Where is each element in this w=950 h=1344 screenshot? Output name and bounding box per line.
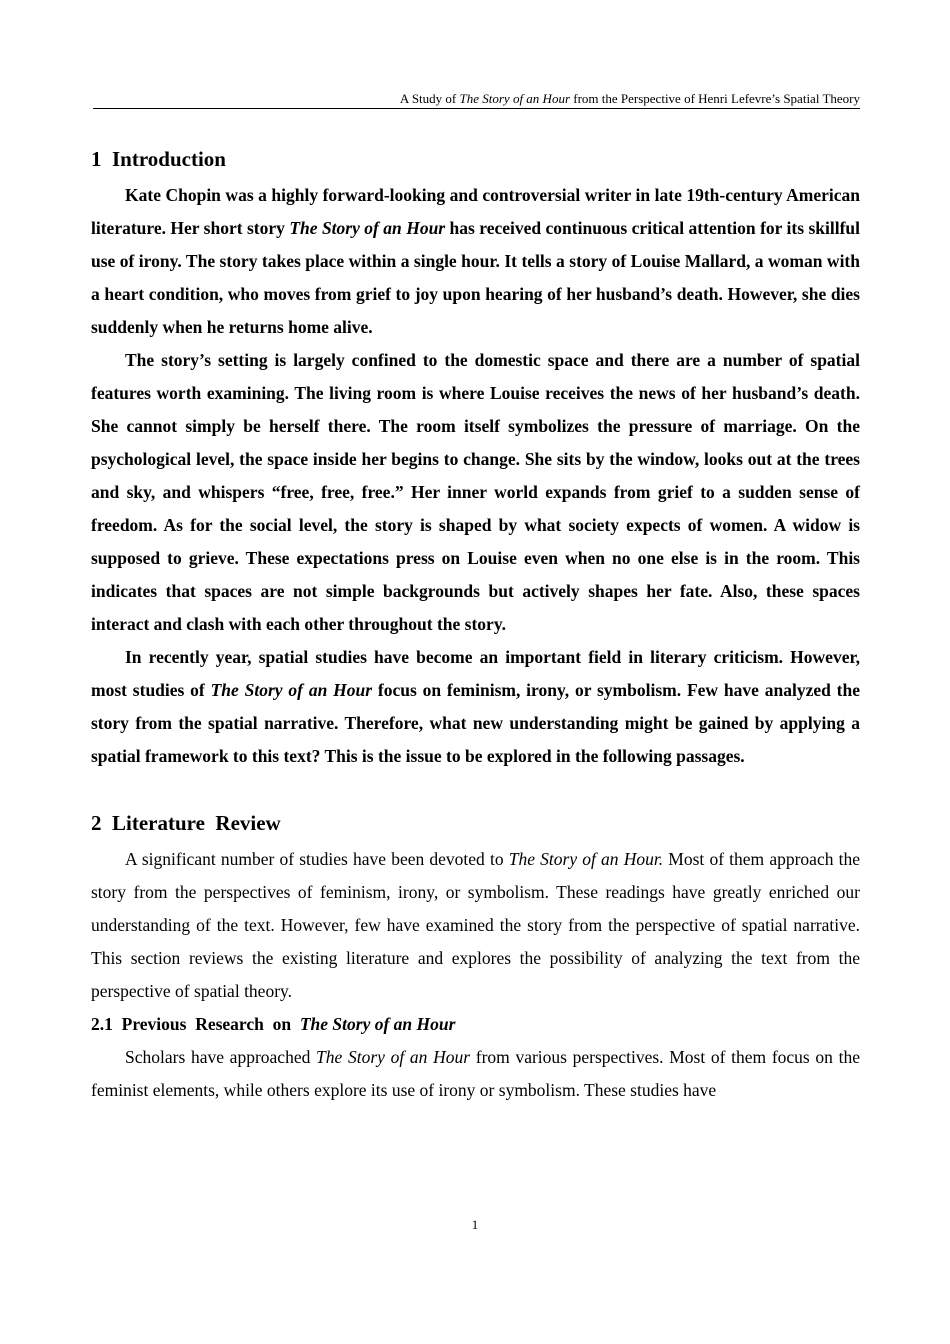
subsection-heading-previous-research [91, 1008, 860, 1041]
subsection-prefix: 2.1 Previous Research on [91, 1014, 300, 1034]
section-heading-literature-review: 2 Literature Review [91, 811, 281, 835]
intro-paragraph-2: The story’s setting is largely confined to the domestic space and there are a number of spatial features worth examining. The living room is where Louise receives the news of her husband’s death. She cannot simply be herself there. The room itself symbolizes the pressure of marriage. On the psychological level, the space inside her begins to change. She sits by the window, looks out at the trees and sky, and whispers “free, free, free.” Her inner world expands from grief to a sudden sense of freedom. As for the social level, the story is shaped by what society expects of women. A widow is supposed to grieve. These expectations press on Louise even when no one else is in the room. This indicates that spaces are not simple backgrounds but actively shapes her fate. Also, these spaces interact and clash with each other throughout the story. [91, 350, 860, 634]
review-p2-text-b: from various perspectives. Most of them focus on the feminist elements, while others explore its use of irony or symbolism. These studies have [91, 1047, 860, 1100]
body-content [91, 143, 860, 1107]
intro-p3-text-a: In recently year, spatial studies have become an important field in literary criticism. However, most studies of [91, 647, 860, 700]
intro-p1-text-b: has received continuous critical attention for its skillful use of irony. The story takes place within a single hour. It tells a story of Louise Mallard, a woman with a heart condition, who moves from grief to joy upon hearing of her husband’s death. However, she dies suddenly when he returns home alive. [91, 218, 860, 337]
intro-p3-text-b: focus on feminism, irony, or symbolism. Few have analyzed the story from the spatial narrative. Therefore, what new understanding might be gained by applying a spatial framework to this text? This is the issue to be explored in the following passages. [91, 680, 861, 766]
intro-p1-text-a: Kate Chopin was a highly forward-looking and controversial writer in late 19th-century American literature. Her short story [91, 185, 860, 238]
review-p2-text-a: Scholars have approached [125, 1047, 317, 1067]
review-paragraph-2 [91, 1041, 860, 1107]
intro-paragraph-3 [91, 641, 860, 773]
section-heading-introduction: 1 Introduction [91, 147, 226, 171]
header-prefix: A Study of [399, 91, 460, 106]
header-suffix: from the Perspective of Henri Lefevre’s Spatial Theory [570, 91, 860, 106]
page-number: 1 [471, 1217, 479, 1232]
review-p2-italic-title: The Story of an Hour [316, 1047, 471, 1067]
subsection-italic-title: The Story of an Hour [299, 1014, 456, 1034]
review-p1-italic-title: The Story of an Hour. [508, 849, 664, 869]
running-header [93, 90, 860, 109]
intro-p1-italic-title: The Story of an Hour [289, 218, 446, 238]
review-p1-text-a: A significant number of studies have been devoted to [125, 849, 509, 869]
header-title-italic: The Story of an Hour [459, 91, 570, 106]
review-p1-text-b: Most of them approach the story from the perspectives of feminism, irony, or symbolism. These readings have greatly enriched our understanding of the text. However, few have examined the story from the perspective of spatial narrative. This section reviews the existing literature and explores the possibility of analyzing the text from the perspective of spatial theory. [91, 849, 861, 1001]
intro-p3-italic-title: The Story of an Hour [210, 680, 373, 700]
review-paragraph-1 [91, 843, 860, 1008]
intro-paragraph-1 [91, 179, 860, 344]
